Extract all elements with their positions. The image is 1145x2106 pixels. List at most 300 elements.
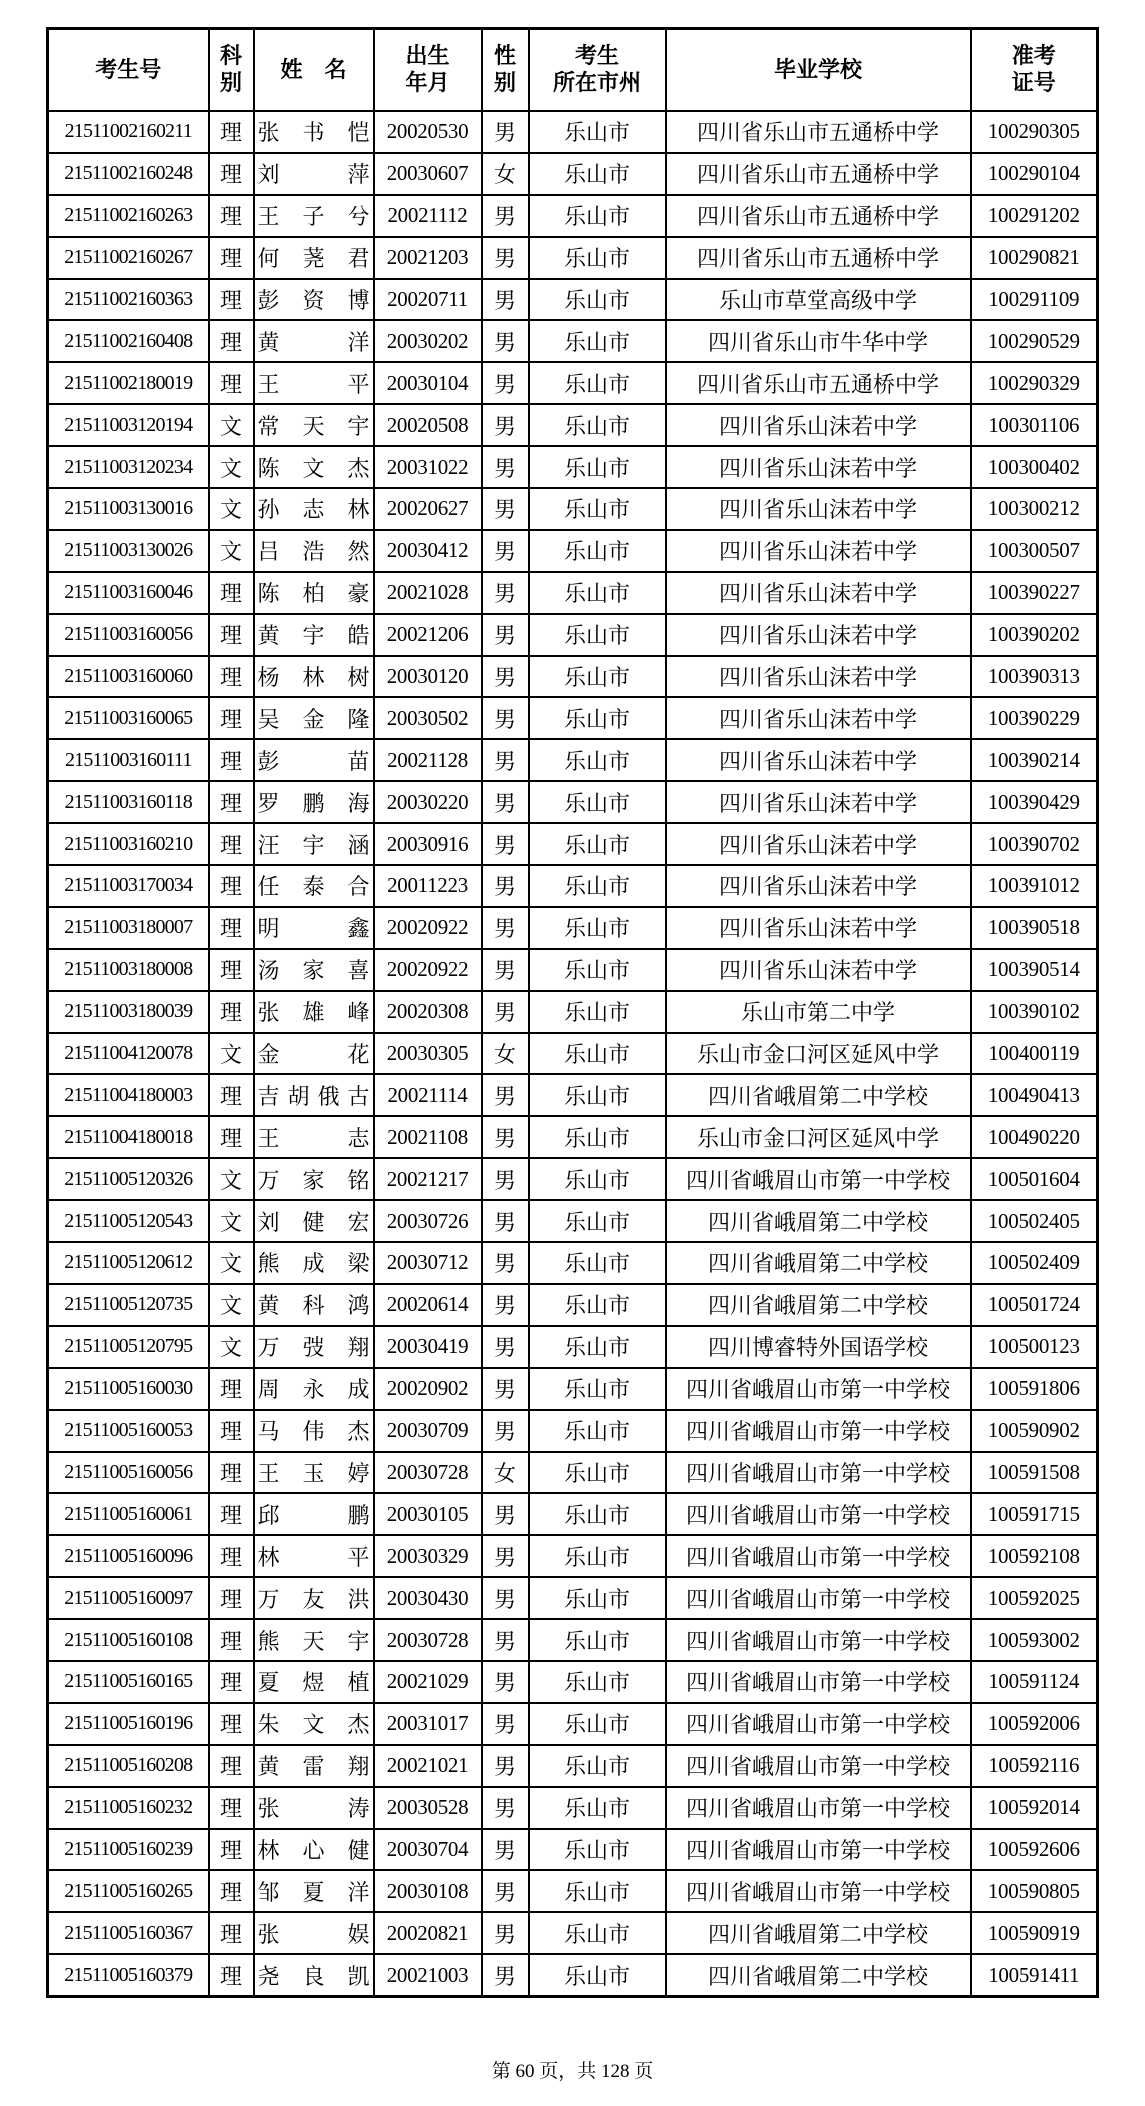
cell-name <box>254 907 374 949</box>
cell-birth: 20031017 <box>374 1703 482 1745</box>
name-text: 汪宇涵 <box>257 832 370 858</box>
cell-name <box>254 1410 374 1452</box>
cell-name <box>254 320 374 362</box>
cell-candidate-id: 21511002160267 <box>48 237 209 279</box>
table-row <box>48 153 1098 195</box>
header-school: 毕业学校 <box>666 29 971 112</box>
cell-candidate-id: 21511005160367 <box>48 1912 209 1954</box>
cell-ticket: 100502405 <box>971 1200 1098 1242</box>
cell-name <box>254 1912 374 1954</box>
cell-name <box>254 1368 374 1410</box>
name-text: 夏煜植 <box>257 1670 370 1696</box>
cell-subject: 文 <box>209 1242 254 1284</box>
cell-gender: 男 <box>482 1829 529 1871</box>
cell-subject: 理 <box>209 572 254 614</box>
cell-ticket: 100501724 <box>971 1284 1098 1326</box>
name-text: 陈文杰 <box>257 455 370 481</box>
cell-ticket: 100391012 <box>971 865 1098 907</box>
name-text: 熊天宇 <box>257 1628 370 1654</box>
cell-subject: 理 <box>209 1703 254 1745</box>
name-text: 张书恺 <box>257 120 370 146</box>
cell-subject: 文 <box>209 1033 254 1075</box>
cell-subject: 理 <box>209 1870 254 1912</box>
cell-city: 乐山市 <box>529 446 666 488</box>
cell-subject: 理 <box>209 865 254 907</box>
cell-school: 四川省峨眉山市第一中学校 <box>666 1870 971 1912</box>
cell-birth: 20020711 <box>374 279 482 321</box>
name-text: 彭苗 <box>257 748 370 774</box>
cell-gender: 男 <box>482 530 529 572</box>
cell-name <box>254 572 374 614</box>
cell-city: 乐山市 <box>529 530 666 572</box>
cell-birth: 20030305 <box>374 1033 482 1075</box>
cell-name <box>254 1870 374 1912</box>
cell-gender: 男 <box>482 781 529 823</box>
cell-school: 四川省峨眉第二中学校 <box>666 1074 971 1116</box>
name-text: 刘萍 <box>257 162 370 188</box>
cell-city: 乐山市 <box>529 1954 666 1996</box>
cell-school: 四川省峨眉山市第一中学校 <box>666 1158 971 1200</box>
name-text: 金花 <box>257 1042 370 1068</box>
cell-gender: 男 <box>482 865 529 907</box>
cell-city: 乐山市 <box>529 949 666 991</box>
cell-gender: 男 <box>482 614 529 656</box>
cell-school: 四川省峨眉山市第一中学校 <box>666 1787 971 1829</box>
name-text: 黄雷翔 <box>257 1754 370 1780</box>
cell-gender: 男 <box>482 1661 529 1703</box>
cell-birth: 20021114 <box>374 1074 482 1116</box>
cell-ticket: 100290529 <box>971 320 1098 362</box>
cell-name <box>254 446 374 488</box>
cell-candidate-id: 21511005160232 <box>48 1787 209 1829</box>
cell-gender: 男 <box>482 1074 529 1116</box>
cell-birth: 20021021 <box>374 1745 482 1787</box>
table-row <box>48 1284 1098 1326</box>
cell-candidate-id: 21511005120326 <box>48 1158 209 1200</box>
cell-gender: 男 <box>482 739 529 781</box>
cell-name <box>254 1033 374 1075</box>
cell-subject: 理 <box>209 1368 254 1410</box>
cell-subject: 理 <box>209 781 254 823</box>
cell-gender: 男 <box>482 1535 529 1577</box>
cell-school: 四川省乐山沫若中学 <box>666 656 971 698</box>
cell-birth: 20030412 <box>374 530 482 572</box>
cell-candidate-id: 21511005160096 <box>48 1535 209 1577</box>
cell-subject: 理 <box>209 614 254 656</box>
cell-birth: 20030726 <box>374 1200 482 1242</box>
cell-birth: 20021029 <box>374 1661 482 1703</box>
cell-ticket: 100390102 <box>971 991 1098 1033</box>
table-row <box>48 781 1098 823</box>
cell-school: 四川省乐山市五通桥中学 <box>666 111 971 153</box>
cell-gender: 男 <box>482 656 529 698</box>
cell-gender: 女 <box>482 1033 529 1075</box>
cell-birth: 20021003 <box>374 1954 482 1996</box>
cell-city: 乐山市 <box>529 1870 666 1912</box>
table-row <box>48 195 1098 237</box>
cell-ticket: 100590805 <box>971 1870 1098 1912</box>
cell-city: 乐山市 <box>529 362 666 404</box>
cell-gender: 男 <box>482 362 529 404</box>
cell-subject: 理 <box>209 739 254 781</box>
cell-city: 乐山市 <box>529 1535 666 1577</box>
name-text: 吉胡俄古 <box>257 1083 370 1109</box>
cell-ticket: 100390227 <box>971 572 1098 614</box>
cell-candidate-id: 21511002180019 <box>48 362 209 404</box>
cell-subject: 理 <box>209 697 254 739</box>
cell-ticket: 100290329 <box>971 362 1098 404</box>
cell-ticket: 100592006 <box>971 1703 1098 1745</box>
header-birth-line2: 年月 <box>405 71 450 96</box>
cell-gender: 男 <box>482 907 529 949</box>
cell-subject: 理 <box>209 949 254 991</box>
table-row <box>48 1368 1098 1410</box>
cell-city: 乐山市 <box>529 1829 666 1871</box>
cell-gender: 女 <box>482 1452 529 1494</box>
name-text: 王子兮 <box>257 204 370 230</box>
cell-name <box>254 1829 374 1871</box>
cell-candidate-id: 21511003120194 <box>48 404 209 446</box>
cell-school: 四川省乐山沫若中学 <box>666 823 971 865</box>
cell-gender: 男 <box>482 1410 529 1452</box>
cell-birth: 20030108 <box>374 1870 482 1912</box>
table-row <box>48 1200 1098 1242</box>
cell-name <box>254 991 374 1033</box>
cell-subject: 文 <box>209 1158 254 1200</box>
cell-birth: 20030329 <box>374 1535 482 1577</box>
cell-school: 四川省乐山沫若中学 <box>666 572 971 614</box>
cell-gender: 男 <box>482 488 529 530</box>
cell-name <box>254 1493 374 1535</box>
cell-birth: 20020627 <box>374 488 482 530</box>
name-text: 杨林树 <box>257 665 370 691</box>
cell-school: 四川博睿特外国语学校 <box>666 1326 971 1368</box>
cell-city: 乐山市 <box>529 1326 666 1368</box>
cell-gender: 男 <box>482 1954 529 1996</box>
name-text: 黄科鸿 <box>257 1293 370 1319</box>
cell-candidate-id: 21511002160248 <box>48 153 209 195</box>
cell-school: 四川省乐山沫若中学 <box>666 739 971 781</box>
cell-name <box>254 488 374 530</box>
cell-school: 四川省峨眉山市第一中学校 <box>666 1745 971 1787</box>
cell-ticket: 100290104 <box>971 153 1098 195</box>
cell-name <box>254 111 374 153</box>
cell-name <box>254 1661 374 1703</box>
name-text: 常天宇 <box>257 413 370 439</box>
cell-school: 四川省乐山沫若中学 <box>666 488 971 530</box>
cell-city: 乐山市 <box>529 1703 666 1745</box>
cell-ticket: 100300212 <box>971 488 1098 530</box>
cell-city: 乐山市 <box>529 1493 666 1535</box>
cell-name <box>254 1116 374 1158</box>
cell-name <box>254 1745 374 1787</box>
name-text: 万友洪 <box>257 1586 370 1612</box>
candidate-table <box>46 27 1099 1998</box>
cell-name <box>254 153 374 195</box>
cell-birth: 20030419 <box>374 1326 482 1368</box>
table-row <box>48 1661 1098 1703</box>
cell-birth: 20030607 <box>374 153 482 195</box>
name-text: 罗鹏海 <box>257 790 370 816</box>
cell-subject: 文 <box>209 1200 254 1242</box>
table-row <box>48 530 1098 572</box>
header-birth-line1: 出生 <box>405 44 450 69</box>
cell-ticket: 100502409 <box>971 1242 1098 1284</box>
cell-candidate-id: 21511003180007 <box>48 907 209 949</box>
cell-subject: 理 <box>209 1410 254 1452</box>
name-text: 何荛君 <box>257 246 370 272</box>
header-birth <box>374 29 482 112</box>
cell-gender: 男 <box>482 404 529 446</box>
cell-ticket: 100390202 <box>971 614 1098 656</box>
table-row <box>48 488 1098 530</box>
cell-candidate-id: 21511003160065 <box>48 697 209 739</box>
cell-name <box>254 279 374 321</box>
cell-birth: 20020902 <box>374 1368 482 1410</box>
cell-birth: 20030104 <box>374 362 482 404</box>
table-row <box>48 865 1098 907</box>
table-row <box>48 1242 1098 1284</box>
table-row <box>48 697 1098 739</box>
cell-name <box>254 1954 374 1996</box>
cell-city: 乐山市 <box>529 1577 666 1619</box>
cell-birth: 20030430 <box>374 1577 482 1619</box>
cell-gender: 男 <box>482 1242 529 1284</box>
name-text: 彭资博 <box>257 288 370 313</box>
cell-candidate-id: 21511003170034 <box>48 865 209 907</box>
cell-ticket: 100591508 <box>971 1452 1098 1494</box>
cell-name <box>254 1787 374 1829</box>
cell-subject: 理 <box>209 1829 254 1871</box>
cell-gender: 男 <box>482 1368 529 1410</box>
cell-gender: 男 <box>482 1703 529 1745</box>
cell-subject: 文 <box>209 530 254 572</box>
table-row <box>48 446 1098 488</box>
cell-ticket: 100593002 <box>971 1619 1098 1661</box>
cell-ticket: 100390518 <box>971 907 1098 949</box>
cell-ticket: 100590902 <box>971 1410 1098 1452</box>
cell-gender: 男 <box>482 1787 529 1829</box>
cell-candidate-id: 21511003160118 <box>48 781 209 823</box>
cell-birth: 20021112 <box>374 195 482 237</box>
cell-birth: 20021203 <box>374 237 482 279</box>
cell-subject: 理 <box>209 111 254 153</box>
cell-city: 乐山市 <box>529 1242 666 1284</box>
name-text: 任泰合 <box>257 874 370 900</box>
table-row <box>48 614 1098 656</box>
cell-city: 乐山市 <box>529 1410 666 1452</box>
cell-candidate-id: 21511003160210 <box>48 823 209 865</box>
header-ticket <box>971 29 1098 112</box>
cell-gender: 男 <box>482 1200 529 1242</box>
table-row <box>48 111 1098 153</box>
cell-gender: 男 <box>482 320 529 362</box>
cell-city: 乐山市 <box>529 1912 666 1954</box>
cell-candidate-id: 21511003130026 <box>48 530 209 572</box>
name-text: 万弢翔 <box>257 1335 370 1361</box>
name-text: 尧良凯 <box>257 1963 370 1989</box>
cell-subject: 理 <box>209 1954 254 1996</box>
cell-name <box>254 781 374 823</box>
name-text: 马伟杰 <box>257 1419 370 1445</box>
cell-school: 四川省乐山沫若中学 <box>666 907 971 949</box>
name-text: 陈柏豪 <box>257 581 370 607</box>
cell-city: 乐山市 <box>529 1745 666 1787</box>
cell-name <box>254 195 374 237</box>
cell-subject: 理 <box>209 1619 254 1661</box>
cell-candidate-id: 21511003160111 <box>48 739 209 781</box>
cell-school: 四川省乐山沫若中学 <box>666 530 971 572</box>
cell-candidate-id: 21511002160263 <box>48 195 209 237</box>
cell-candidate-id: 21511005160239 <box>48 1829 209 1871</box>
name-text: 邹夏洋 <box>257 1879 370 1905</box>
cell-ticket: 100390229 <box>971 697 1098 739</box>
cell-gender: 男 <box>482 279 529 321</box>
cell-city: 乐山市 <box>529 781 666 823</box>
cell-candidate-id: 21511005120735 <box>48 1284 209 1326</box>
cell-name <box>254 1158 374 1200</box>
table-row <box>48 1954 1098 1996</box>
cell-school: 四川省峨眉第二中学校 <box>666 1954 971 1996</box>
name-text: 吴金隆 <box>257 706 370 732</box>
name-text: 黄宇皓 <box>257 623 370 649</box>
table-row <box>48 949 1098 991</box>
cell-school: 四川省峨眉第二中学校 <box>666 1912 971 1954</box>
cell-city: 乐山市 <box>529 1619 666 1661</box>
cell-city: 乐山市 <box>529 739 666 781</box>
table-row <box>48 1033 1098 1075</box>
cell-name <box>254 1242 374 1284</box>
cell-city: 乐山市 <box>529 195 666 237</box>
cell-gender: 男 <box>482 991 529 1033</box>
cell-birth: 20030916 <box>374 823 482 865</box>
cell-name <box>254 1200 374 1242</box>
cell-school: 四川省峨眉第二中学校 <box>666 1200 971 1242</box>
cell-subject: 文 <box>209 446 254 488</box>
table-row <box>48 656 1098 698</box>
table-row <box>48 237 1098 279</box>
table-row <box>48 362 1098 404</box>
name-text: 熊成梁 <box>257 1251 370 1277</box>
cell-city: 乐山市 <box>529 572 666 614</box>
cell-birth: 20030220 <box>374 781 482 823</box>
cell-gender: 男 <box>482 1116 529 1158</box>
cell-candidate-id: 21511005120795 <box>48 1326 209 1368</box>
cell-school: 四川省乐山沫若中学 <box>666 404 971 446</box>
cell-birth: 20020614 <box>374 1284 482 1326</box>
header-gender-line2: 别 <box>493 71 516 96</box>
cell-subject: 文 <box>209 488 254 530</box>
name-text: 林心健 <box>257 1837 370 1863</box>
name-text: 明鑫 <box>257 916 370 942</box>
cell-ticket: 100501604 <box>971 1158 1098 1200</box>
cell-name <box>254 865 374 907</box>
cell-city: 乐山市 <box>529 1787 666 1829</box>
table-row <box>48 1619 1098 1661</box>
cell-name <box>254 404 374 446</box>
cell-ticket: 100290305 <box>971 111 1098 153</box>
cell-birth: 20020530 <box>374 111 482 153</box>
cell-subject: 理 <box>209 195 254 237</box>
cell-school: 乐山市金口河区延风中学 <box>666 1116 971 1158</box>
cell-gender: 男 <box>482 111 529 153</box>
header-gender-line1: 性 <box>493 44 516 69</box>
cell-ticket: 100592025 <box>971 1577 1098 1619</box>
cell-city: 乐山市 <box>529 320 666 362</box>
cell-city: 乐山市 <box>529 1074 666 1116</box>
cell-candidate-id: 21511005160196 <box>48 1703 209 1745</box>
cell-candidate-id: 21511005160379 <box>48 1954 209 1996</box>
cell-candidate-id: 21511005160056 <box>48 1452 209 1494</box>
cell-ticket: 100291202 <box>971 195 1098 237</box>
table-row <box>48 1158 1098 1200</box>
cell-subject: 理 <box>209 320 254 362</box>
table-row <box>48 739 1098 781</box>
cell-city: 乐山市 <box>529 697 666 739</box>
header-ticket-line1: 准考 <box>1011 44 1056 69</box>
cell-name <box>254 362 374 404</box>
cell-school: 四川省峨眉山市第一中学校 <box>666 1493 971 1535</box>
cell-gender: 男 <box>482 1326 529 1368</box>
header-ticket-line2: 证号 <box>1011 71 1056 96</box>
cell-ticket: 100592108 <box>971 1535 1098 1577</box>
cell-gender: 男 <box>482 446 529 488</box>
cell-subject: 理 <box>209 1787 254 1829</box>
cell-name <box>254 530 374 572</box>
cell-city: 乐山市 <box>529 153 666 195</box>
cell-candidate-id: 21511005160208 <box>48 1745 209 1787</box>
cell-ticket: 100290821 <box>971 237 1098 279</box>
cell-birth: 20020508 <box>374 404 482 446</box>
cell-school: 四川省峨眉山市第一中学校 <box>666 1619 971 1661</box>
cell-school: 四川省乐山沫若中学 <box>666 614 971 656</box>
cell-name <box>254 1326 374 1368</box>
cell-city: 乐山市 <box>529 656 666 698</box>
cell-name <box>254 1074 374 1116</box>
cell-name <box>254 823 374 865</box>
cell-name <box>254 739 374 781</box>
cell-school: 四川省峨眉山市第一中学校 <box>666 1829 971 1871</box>
header-gender <box>482 29 529 112</box>
cell-subject: 理 <box>209 1912 254 1954</box>
table-row <box>48 1870 1098 1912</box>
cell-school: 乐山市第二中学 <box>666 991 971 1033</box>
cell-birth: 20030120 <box>374 656 482 698</box>
cell-birth: 20030709 <box>374 1410 482 1452</box>
cell-birth: 20030704 <box>374 1829 482 1871</box>
cell-ticket: 100300507 <box>971 530 1098 572</box>
cell-gender: 男 <box>482 1577 529 1619</box>
cell-candidate-id: 21511003180039 <box>48 991 209 1033</box>
cell-ticket: 100390514 <box>971 949 1098 991</box>
cell-ticket: 100390429 <box>971 781 1098 823</box>
cell-school: 四川省峨眉山市第一中学校 <box>666 1661 971 1703</box>
cell-name <box>254 1284 374 1326</box>
cell-gender: 男 <box>482 949 529 991</box>
cell-school: 乐山市金口河区延风中学 <box>666 1033 971 1075</box>
cell-gender: 男 <box>482 1912 529 1954</box>
cell-city: 乐山市 <box>529 1158 666 1200</box>
table-row <box>48 1787 1098 1829</box>
cell-city: 乐山市 <box>529 1200 666 1242</box>
cell-ticket: 100490413 <box>971 1074 1098 1116</box>
header-city <box>529 29 666 112</box>
cell-name <box>254 1619 374 1661</box>
cell-candidate-id: 21511005160165 <box>48 1661 209 1703</box>
table-row <box>48 1829 1098 1871</box>
cell-candidate-id: 21511003160060 <box>48 656 209 698</box>
cell-city: 乐山市 <box>529 488 666 530</box>
